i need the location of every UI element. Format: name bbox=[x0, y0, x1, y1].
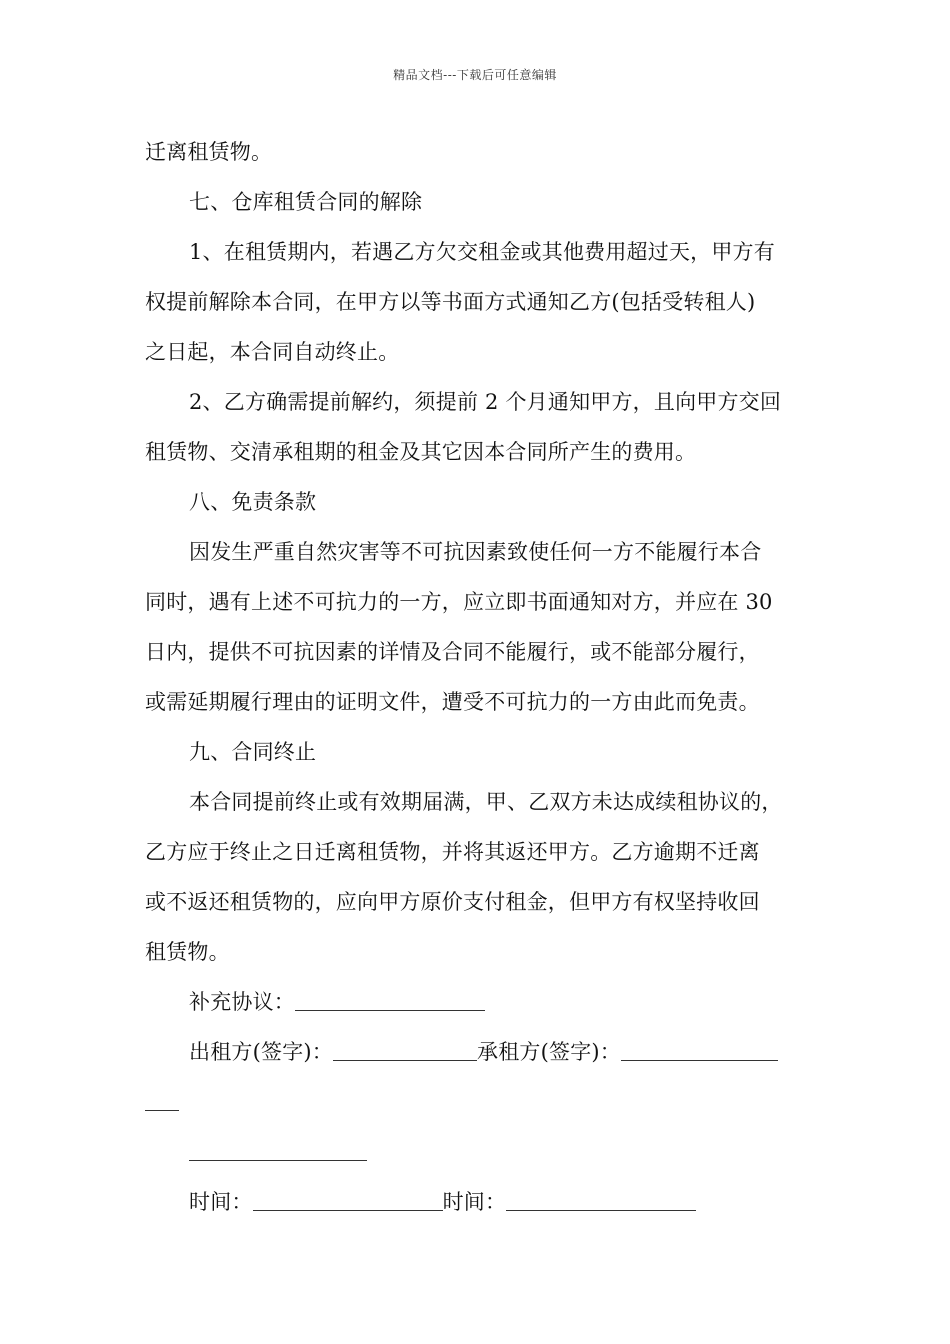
document-body bbox=[145, 127, 810, 1227]
lessee-date-blank[interactable] bbox=[506, 1177, 696, 1211]
supplement-label: 补充协议： bbox=[189, 990, 295, 1014]
paragraph-line: 之日起，本合同自动终止。 bbox=[145, 340, 400, 364]
paragraph-line: 同时，遇有上述不可抗力的一方，应立即书面通知对方，并应在 30 bbox=[145, 590, 773, 614]
section-heading-8: 八、免责条款 bbox=[189, 490, 317, 514]
supplement-row bbox=[145, 977, 810, 1027]
paragraph-line: 本合同提前终止或有效期届满，甲、乙双方未达成续租协议的， bbox=[189, 790, 783, 814]
lessor-date-blank[interactable] bbox=[253, 1177, 443, 1211]
paragraph-line: 权提前解除本合同，在甲方以等书面方式通知乙方(包括受转租人) bbox=[145, 290, 756, 314]
paragraph-line: 租赁物、交清承租期的租金及其它因本合同所产生的费用。 bbox=[145, 440, 697, 464]
signature-continuation-row bbox=[145, 1077, 810, 1127]
lessee-label: 承租方(签字)： bbox=[477, 1040, 621, 1064]
lessee-signature-blank-continued[interactable] bbox=[145, 1077, 179, 1111]
paragraph-line: 租赁物。 bbox=[145, 940, 230, 964]
paragraph-line: 或需延期履行理由的证明文件，遭受不可抗力的一方由此而免责。 bbox=[145, 690, 760, 714]
supplement-blank[interactable] bbox=[295, 977, 485, 1011]
time-label-lessee: 时间： bbox=[442, 1190, 507, 1214]
extra-blank-row bbox=[145, 1127, 810, 1177]
section-heading-9: 九、合同终止 bbox=[189, 740, 317, 764]
paragraph-line: 1、在租赁期内，若遇乙方欠交租金或其他费用超过天，甲方有 bbox=[189, 240, 775, 264]
lessor-label: 出租方(签字)： bbox=[189, 1040, 333, 1064]
extra-signature-blank[interactable] bbox=[189, 1127, 367, 1161]
paragraph-line: 乙方应于终止之日迁离租赁物，并将其返还甲方。乙方逾期不迁离 bbox=[145, 840, 760, 864]
paragraph-line: 因发生严重自然灾害等不可抗因素致使任何一方不能履行本合 bbox=[189, 540, 762, 564]
date-row bbox=[145, 1177, 810, 1227]
paragraph-line: 或不返还租赁物的，应向甲方原价支付租金，但甲方有权坚持收回 bbox=[145, 890, 760, 914]
lessee-signature-blank[interactable] bbox=[621, 1027, 778, 1061]
paragraph-line: 2、乙方确需提前解约，须提前 2 个月通知甲方，且向甲方交回 bbox=[189, 390, 782, 414]
time-label-lessor: 时间： bbox=[189, 1190, 253, 1214]
signature-row bbox=[145, 1027, 810, 1077]
page-header: 精品文档---下载后可任意编辑 bbox=[393, 68, 557, 82]
paragraph-line: 日内，提供不可抗因素的详情及合同不能履行，或不能部分履行， bbox=[145, 640, 760, 664]
section-heading-7: 七、仓库租赁合同的解除 bbox=[189, 190, 423, 214]
lessor-signature-blank[interactable] bbox=[333, 1027, 477, 1061]
paragraph-line: 迁离租赁物。 bbox=[145, 140, 273, 164]
